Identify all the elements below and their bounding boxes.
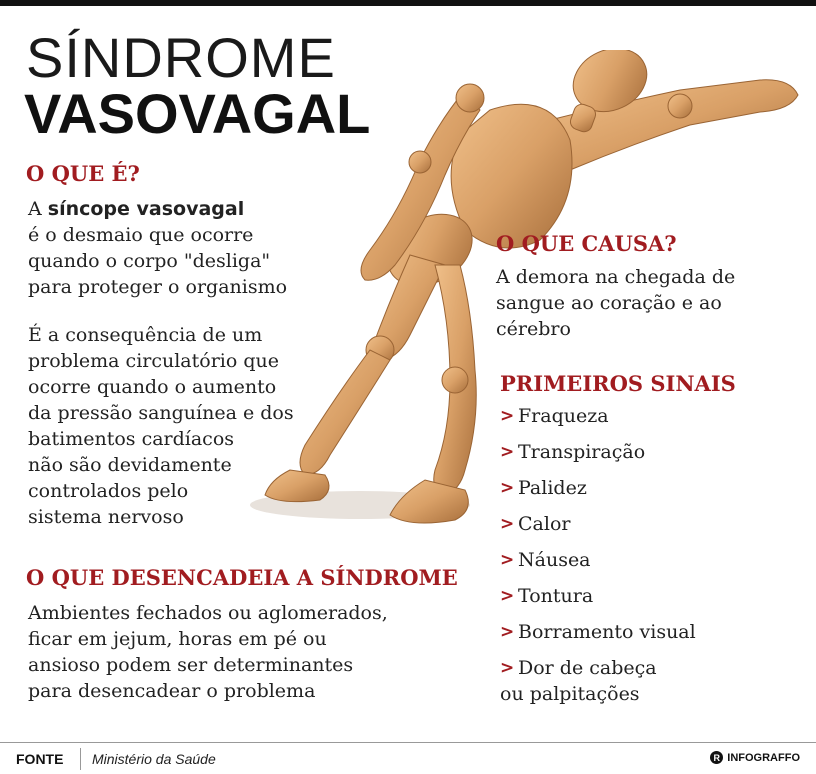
arrow-icon: >	[500, 478, 515, 498]
list-item	[500, 439, 800, 475]
triggers-text	[28, 600, 468, 704]
detail-line: da pressão sanguínea e dos	[28, 402, 294, 424]
footer-separator	[80, 748, 81, 770]
first-signs-heading: PRIMEIROS SINAIS	[500, 371, 736, 396]
triggers-heading: O QUE DESENCADEIA A SÍNDROME	[26, 565, 458, 590]
list-item	[500, 655, 800, 713]
what-is-detail	[28, 322, 328, 530]
sign-label: Borramento visual	[518, 621, 696, 643]
sign-label: Náusea	[518, 549, 591, 571]
arrow-icon: >	[500, 586, 515, 606]
what-is-intro-line-1	[28, 196, 328, 222]
sign-label: Tontura	[518, 585, 594, 607]
what-is-intro-line-3: quando o corpo "desliga"	[28, 250, 271, 272]
title-line-1: SÍNDROME	[26, 26, 336, 89]
title-line-2: VASOVAGAL	[24, 82, 371, 145]
list-item	[500, 511, 800, 547]
causes-line: cérebro	[496, 318, 571, 340]
intro-prefix: A	[28, 198, 48, 220]
arrow-icon: >	[500, 514, 515, 534]
detail-line: controlados pelo	[28, 480, 189, 502]
detail-line: sistema nervoso	[28, 506, 184, 528]
arrow-icon: >	[500, 442, 515, 462]
list-item	[500, 403, 800, 439]
arrow-icon: >	[500, 658, 515, 678]
what-is-intro	[28, 196, 328, 300]
causes-heading: O QUE CAUSA?	[496, 231, 677, 256]
what-is-heading: O QUE É?	[26, 161, 140, 186]
causes-text	[496, 264, 796, 342]
sign-label: Palidez	[518, 477, 587, 499]
list-item	[500, 547, 800, 583]
triggers-line: para desencadear o problema	[28, 680, 316, 702]
footer-source-label: FONTE	[16, 751, 64, 767]
detail-line: não são devidamente	[28, 454, 232, 476]
top-rule	[0, 0, 816, 6]
detail-line: batimentos cardíacos	[28, 428, 235, 450]
triggers-line: ansioso podem ser determinantes	[28, 654, 354, 676]
sign-label: Dor de cabeça	[518, 657, 657, 679]
arrow-icon: >	[500, 622, 515, 642]
brand-logo	[710, 751, 800, 764]
list-item	[500, 583, 800, 619]
list-item	[500, 619, 800, 655]
triggers-line: Ambientes fechados ou aglomerados,	[28, 602, 388, 624]
triggers-line: ficar em jejum, horas em pé ou	[28, 628, 327, 650]
detail-line: ocorre quando o aumento	[28, 376, 277, 398]
detail-line: É a consequência de um	[28, 324, 263, 346]
sign-label: Calor	[518, 513, 571, 535]
what-is-intro-line-2: é o desmaio que ocorre	[28, 224, 254, 246]
footer-divider	[0, 742, 816, 743]
registered-icon: R	[710, 751, 723, 764]
what-is-intro-line-4: para proteger o organismo	[28, 276, 288, 298]
intro-bold-term: síncope vasovagal	[47, 198, 245, 220]
arrow-icon: >	[500, 406, 515, 426]
brand-name: INFOGRAFFO	[727, 751, 800, 764]
sign-label: Transpiração	[518, 441, 646, 463]
first-signs-list	[500, 403, 800, 713]
sign-label: Fraqueza	[518, 405, 609, 427]
detail-line: problema circulatório que	[28, 350, 279, 372]
causes-line: sangue ao coração e ao	[496, 292, 722, 314]
sign-label-continuation: ou palpitações	[500, 683, 640, 705]
list-item	[500, 475, 800, 511]
causes-line: A demora na chegada de	[496, 266, 736, 288]
footer-source: Ministério da Saúde	[92, 751, 216, 767]
arrow-icon: >	[500, 550, 515, 570]
